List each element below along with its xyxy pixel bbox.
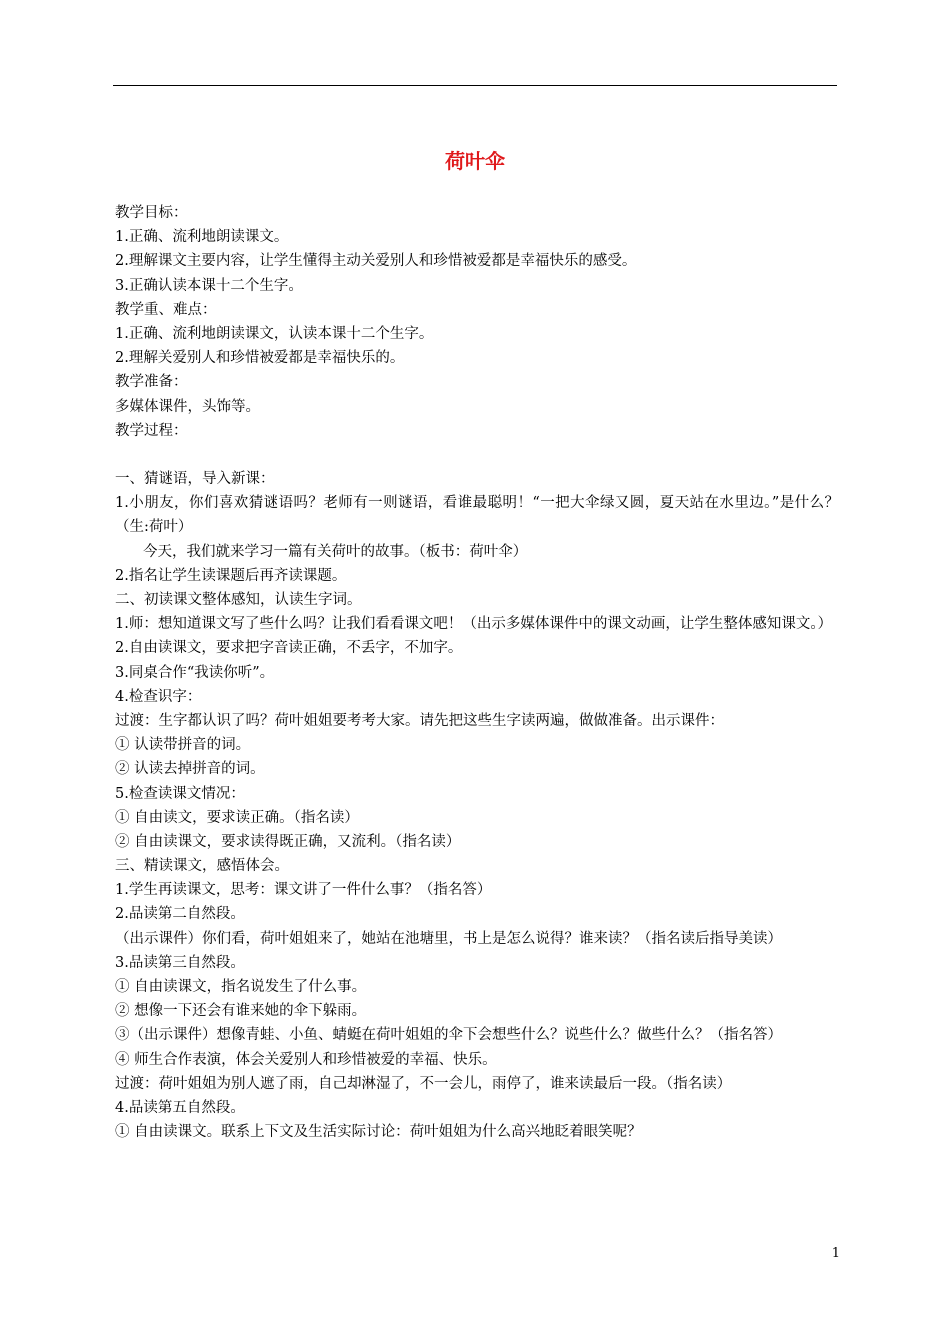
- paragraph: 3.品读第三自然段。: [115, 954, 245, 971]
- paragraph: 3.同桌合作“我读你听”。: [115, 664, 275, 681]
- paragraph: （出示课件）你们看，荷叶姐姐来了，她站在池塘里，书上是怎么说得？谁来读？（指名读后指导美读）: [115, 930, 782, 947]
- paragraph: 多媒体课件，头饰等。: [115, 398, 260, 415]
- paragraph: 今天，我们就来学习一篇有关荷叶的故事。（板书：荷叶伞）: [143, 543, 528, 560]
- step-heading: 三、精读课文，感悟体会。: [115, 858, 289, 875]
- paragraph: 4.品读第五自然段。: [115, 1100, 245, 1116]
- list-item: ① 认读带拼音的词。: [115, 737, 251, 754]
- paragraph: 4.检查识字：: [115, 688, 202, 705]
- list-item: ② 认读去掉拼音的词。: [115, 761, 265, 778]
- paragraph: 2.自由读课文，要求把字音读正确，不丢字，不加字。: [115, 640, 463, 657]
- paragraph: 1.正确、流利地朗读课文。: [115, 229, 289, 246]
- list-item: ① 自由读文，要求读正确。（指名读）: [115, 809, 359, 826]
- paragraph: 2.理解课文主要内容，让学生懂得主动关爱别人和珍惜被爱都是幸福快乐的感受。: [115, 253, 637, 270]
- list-item: ③（出示课件）想像青蛙、小鱼、蜻蜓在荷叶姐姐的伞下会想些什么？说些什么？做些什么？（指名答）: [115, 1027, 782, 1044]
- list-item: ④ 师生合作表演，体会关爱别人和珍惜被爱的幸福、快乐。: [115, 1051, 497, 1068]
- document-body: [115, 201, 839, 1144]
- page-title: 荷叶伞: [445, 149, 505, 173]
- step-heading: 一、猜谜语，导入新课：: [115, 471, 275, 488]
- blank-line: [115, 443, 839, 467]
- header-rule: [113, 85, 837, 86]
- paragraph: 3.正确认读本课十二个生字。: [115, 277, 303, 294]
- paragraph: 1.师：想知道课文写了些什么吗？让我们看看课文吧！（出示多媒体课件中的课文动画，让学生整体感知课文。）: [115, 616, 833, 633]
- list-item: ② 自由读课文，要求读得既正确，又流利。（指名读）: [115, 833, 461, 850]
- paragraph: 1.学生再读课文，思考：课文讲了一件什么事？（指名答）: [115, 882, 492, 899]
- list-item: ① 自由读课文。联系上下文及生活实际讨论：荷叶姐姐为什么高兴地眨着眼笑呢？: [115, 1124, 642, 1141]
- paragraph: 过渡：生字都认识了吗？荷叶姐姐要考考大家。请先把这些生字读两遍，做做准备。出示课件：: [115, 712, 724, 729]
- page-number: 1: [831, 1246, 840, 1261]
- section-heading-objectives: 教学目标：: [115, 205, 188, 221]
- paragraph: 2.品读第二自然段。: [115, 906, 245, 923]
- step-heading: 二、初读课文整体感知，认读生字词。: [115, 592, 362, 609]
- paragraph: 2.理解关爱别人和珍惜被爱都是幸福快乐的。: [115, 350, 405, 367]
- section-heading-preparation: 教学准备：: [115, 374, 188, 391]
- paragraph: 1.小朋友，你们喜欢猜谜语吗？老师有一则谜语，看谁最聪明！“一把大伞绿又圆，夏天站在水里边。”是什么？（生:荷叶）: [115, 495, 839, 536]
- paragraph: 2.指名让学生读课题后再齐读课题。: [115, 567, 347, 584]
- list-item: ① 自由读课文，指名说发生了什么事。: [115, 979, 367, 996]
- section-heading-key-points: 教学重、难点：: [115, 301, 217, 318]
- paragraph: 5.检查读课文情况：: [115, 785, 245, 802]
- section-heading-process: 教学过程：: [115, 422, 188, 439]
- paragraph: 过渡：荷叶姐姐为别人遮了雨，自己却淋湿了，不一会儿，雨停了，谁来读最后一段。（指名读）: [115, 1075, 732, 1092]
- list-item: ② 想像一下还会有谁来她的伞下躲雨。: [115, 1003, 367, 1020]
- paragraph: 1.正确、流利地朗读课文，认读本课十二个生字。: [115, 325, 434, 342]
